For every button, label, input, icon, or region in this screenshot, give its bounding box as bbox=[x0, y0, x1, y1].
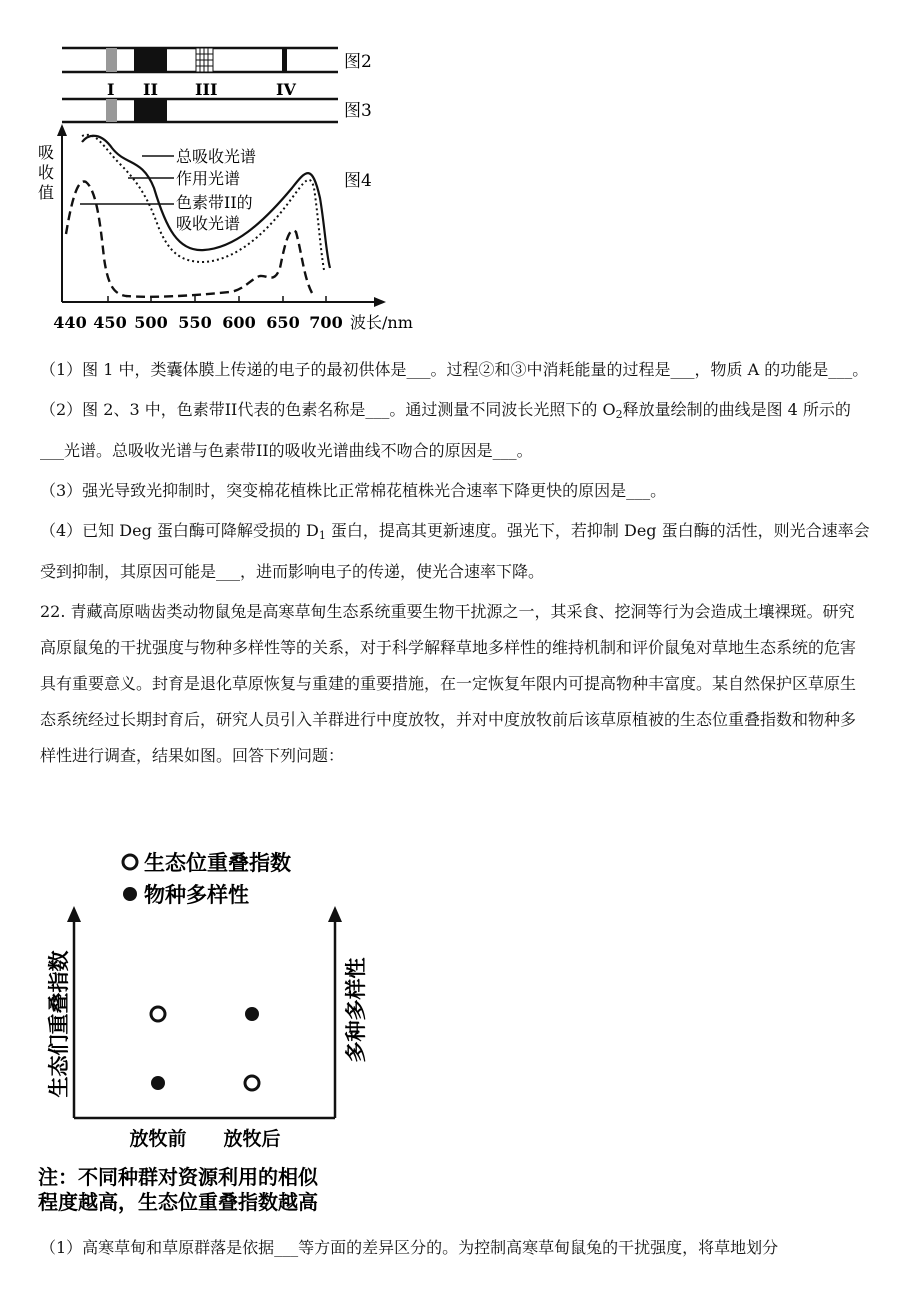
q22-intro: 22. 青藏高原啮齿类动物鼠兔是高寒草甸生态系统重要生物干扰源之一，其采食、挖洞等行为会造成土壤裸斑。研究高原鼠兔的干扰强度与物种多样性等的关系，对于科学解释草地多样性的维持机制和评价鼠兔对草地生态系统的危害具有重要意义。封育是退化草原恢复与重建的重要措施，在一定恢复年限内可提高物种丰富度。某自然保护区草原生态系统经过长期封育后，研究人员引入羊群进行中度放牧，并对中度放牧前后该草原植被的生态位重叠指数和物种多样性进行调查，结果如图。回答下列问题： bbox=[40, 602, 857, 765]
fig4-label: 图4 bbox=[344, 171, 372, 191]
niche-chart bbox=[30, 840, 410, 1220]
fig2-band-3 bbox=[196, 48, 213, 72]
diversity-point-after bbox=[245, 1007, 259, 1021]
band-label-4: IV bbox=[276, 80, 296, 99]
svg-text:收: 收 bbox=[38, 163, 55, 182]
fig2-band-2 bbox=[134, 48, 167, 72]
overlap-point-after bbox=[245, 1076, 259, 1090]
fig4-xticks bbox=[53, 313, 342, 332]
q22-block bbox=[40, 1230, 870, 1266]
fig4-xlabel: 波长/nm bbox=[350, 313, 413, 332]
band-label-1: I bbox=[107, 80, 115, 99]
svg-text:450: 450 bbox=[93, 313, 127, 332]
category-before: 放牧前 bbox=[129, 1128, 187, 1150]
svg-text:700: 700 bbox=[309, 313, 343, 332]
right-y-label: 多种多样性 bbox=[344, 957, 368, 1063]
legend-action: 作用光谱 bbox=[176, 169, 241, 188]
left-y-label: 生态们重叠指数 bbox=[47, 950, 71, 1098]
legend-overlap: 生态位重叠指数 bbox=[144, 851, 291, 875]
fig4-ylabel bbox=[38, 143, 54, 202]
svg-text:600: 600 bbox=[222, 313, 256, 332]
svg-text:值: 值 bbox=[38, 183, 55, 202]
fig2-strip bbox=[62, 48, 338, 72]
svg-text:吸: 吸 bbox=[38, 143, 55, 162]
overlap-point-before bbox=[151, 1007, 165, 1021]
svg-text:550: 550 bbox=[178, 313, 212, 332]
q21-block bbox=[40, 352, 870, 774]
q21-sub2: （2）图 2、3 中，色素带II代表的色素名称是___。通过测量不同波长光照下的 $O_2$释放量绘制的曲线是图 4 所示的___光谱。总吸收光谱与色素带II的吸收光谱曲线不吻合的原因是___。 bbox=[40, 400, 851, 460]
legend-band2-line1: 色素带II的 bbox=[176, 193, 253, 212]
fig2-band-1 bbox=[106, 48, 117, 72]
band-label-2: II bbox=[143, 80, 158, 99]
legend-marker-filled bbox=[123, 887, 137, 901]
fig2-label: 图2 bbox=[344, 52, 372, 72]
fig2-band-4 bbox=[282, 48, 287, 72]
legend-band2-line2: 吸收光谱 bbox=[176, 214, 241, 233]
fig3-strip bbox=[62, 99, 338, 122]
q22-sub1: （1）高寒草甸和草原群落是依据___等方面的差异区分的。为控制高寒草甸鼠兔的干扰强度，将草地划分 bbox=[40, 1238, 779, 1257]
legend-marker-open bbox=[123, 855, 137, 869]
legend-total: 总吸收光谱 bbox=[176, 147, 257, 166]
q21-sub3: （3）强光导致光抑制时，突变棉花植株比正常棉花植株光合速率下降更快的原因是___。 bbox=[40, 481, 667, 500]
band-label-3: III bbox=[195, 80, 218, 99]
svg-text:650: 650 bbox=[266, 313, 300, 332]
note-line2: 程度越高，生态位重叠指数越高 bbox=[38, 1190, 318, 1214]
note-line1: 注：不同种群对资源利用的相似 bbox=[38, 1165, 318, 1189]
svg-text:500: 500 bbox=[134, 313, 168, 332]
q21-sub1: （1）图 1 中，类囊体膜上传递的电子的最初供体是___。过程②和③中消耗能量的过程是___，物质 A 的功能是___。 bbox=[40, 360, 869, 379]
q21-sub4: （4）已知 Deg 蛋白酶可降解受损的 $D_1$ 蛋白，提高其更新速度。强光下，若抑制 Deg 蛋白酶的活性，则光合速率会受到抑制，其原因可能是___，进而影响电子的传递，使光合速率下降。 bbox=[40, 521, 870, 581]
category-after: 放牧后 bbox=[223, 1128, 281, 1150]
fig3-label: 图3 bbox=[344, 101, 372, 121]
diversity-point-before bbox=[151, 1076, 165, 1090]
svg-text:440: 440 bbox=[53, 313, 87, 332]
legend-diversity: 物种多样性 bbox=[144, 883, 249, 907]
spectrum-figure bbox=[30, 38, 450, 338]
